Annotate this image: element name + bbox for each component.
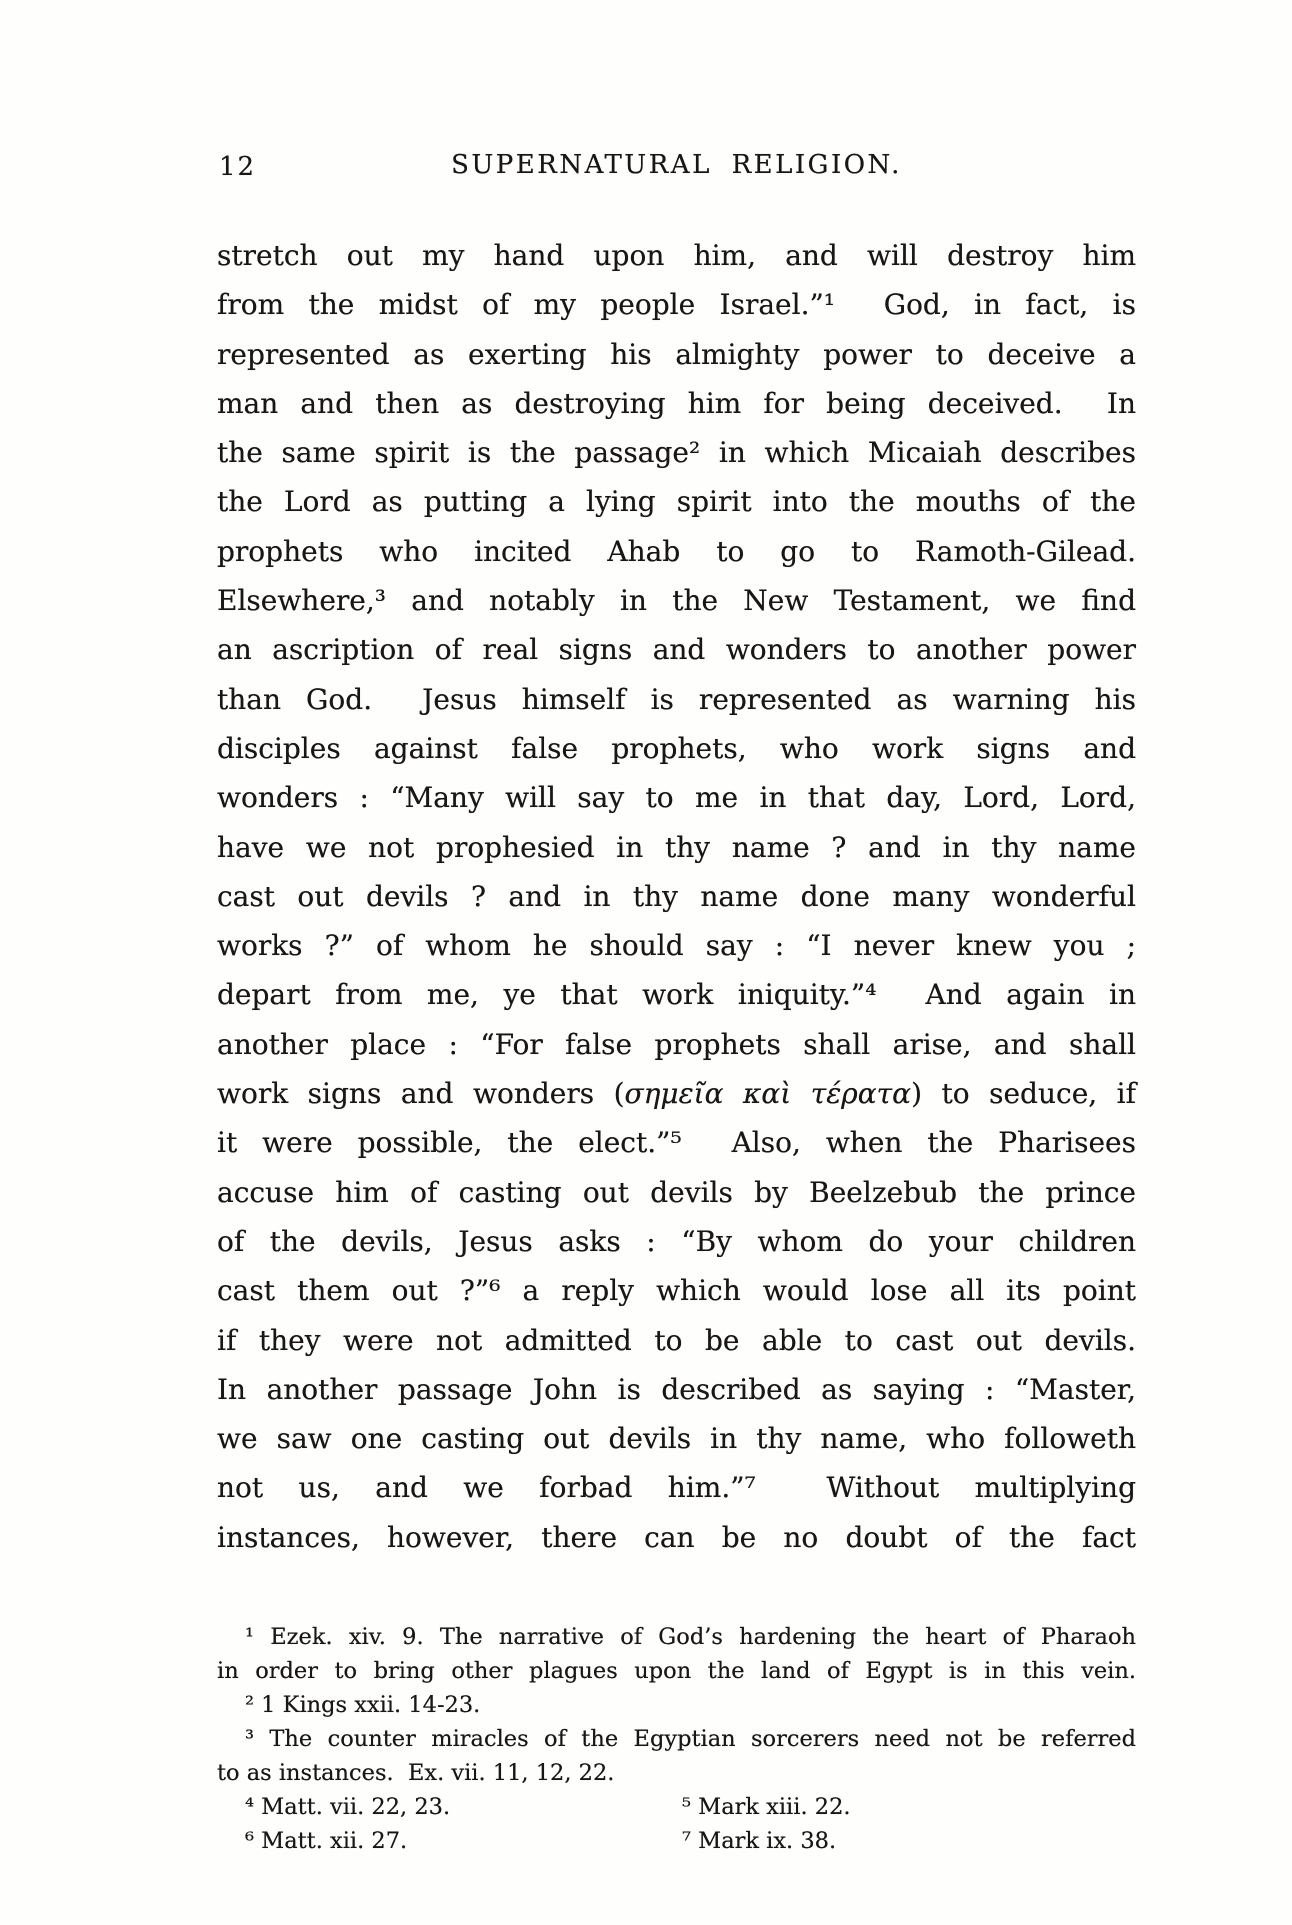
text-line: the Lord as putting a lying spirit into the mouths of the	[217, 485, 1136, 519]
footnote-line	[217, 1824, 1136, 1858]
text-line: instances, however, there can be no doubt of the fact	[217, 1520, 1136, 1554]
text-line: prophets who incited Ahab to go to Ramoth-Gilead.	[217, 534, 1136, 568]
greek-phrase: σημεῖα καὶ τέρατα	[624, 1077, 912, 1111]
footnote-right: ⁵ Mark xiii. 22.	[682, 1794, 851, 1820]
footnotes	[217, 1620, 1136, 1858]
text-line: represented as exerting his almighty power to deceive a	[217, 337, 1136, 371]
text-line: Elsewhere,³ and notably in the New Testament, we find	[217, 584, 1136, 618]
text-line: works ?” of whom he should say : “I never knew you ;	[217, 929, 1136, 963]
text-line: depart from me, ye that work iniquity.”⁴ And again in	[217, 978, 1136, 1012]
text-line: In another passage John is described as saying : “Master,	[217, 1372, 1136, 1406]
footnote-right: ⁷ Mark ix. 38.	[682, 1828, 837, 1854]
text-line: disciples against false prophets, who work signs and	[217, 731, 1136, 765]
text-line: from the midst of my people Israel.”¹ God, in fact, is	[217, 288, 1136, 322]
page-number: 12	[219, 152, 257, 182]
body-text	[217, 231, 1136, 1562]
footnote-line: ³ The counter miracles of the Egyptian sorcerers need not be referred	[245, 1726, 1136, 1752]
footnote-line: in order to bring other plagues upon the land of Egypt is in this vein.	[217, 1658, 1136, 1684]
footnote-line: to as instances. Ex. vii. 11, 12, 22.	[217, 1760, 615, 1786]
text-line: wonders : “Many will say to me in that day, Lord, Lord,	[217, 781, 1136, 815]
text-line: an ascription of real signs and wonders to another power	[217, 633, 1136, 667]
text-line: we saw one casting out devils in thy name, who followeth	[217, 1422, 1136, 1456]
text-line: the same spirit is the passage² in which Micaiah describes	[217, 436, 1136, 470]
text-line: if they were not admitted to be able to cast out devils.	[217, 1323, 1136, 1357]
text-line: cast them out ?”⁶ a reply which would lose all its point	[217, 1274, 1136, 1308]
footnote-line: ² 1 Kings xxii. 14-23.	[245, 1692, 481, 1718]
text-line: man and then as destroying him for being deceived. In	[217, 386, 1136, 420]
text-line: than God. Jesus himself is represented as warning his	[217, 682, 1136, 716]
footnote-left: ⁶ Matt. xii. 27.	[245, 1828, 408, 1854]
text-line: have we not prophesied in thy name ? and in thy name	[217, 830, 1136, 864]
footnote-line: ¹ Ezek. xiv. 9. The narrative of God’s hardening the heart of Pharaoh	[245, 1624, 1136, 1650]
text-line: cast out devils ? and in thy name done many wonderful	[217, 879, 1136, 913]
footnote-left: ⁴ Matt. vii. 22, 23.	[245, 1794, 451, 1820]
text-segment: work signs and wonders (	[217, 1077, 625, 1111]
footnote-line	[217, 1790, 1136, 1824]
text-line: not us, and we forbad him.”⁷ Without multiplying	[217, 1471, 1136, 1505]
text-line: another place : “For false prophets shall arise, and shall	[217, 1027, 1136, 1061]
text-segment: ) to seduce, if	[911, 1077, 1136, 1111]
text-line: of the devils, Jesus asks : “By whom do your children	[217, 1224, 1136, 1258]
text-line-with-greek	[217, 1069, 1136, 1118]
text-line: it were possible, the elect.”⁵ Also, when the Pharisees	[217, 1126, 1136, 1160]
running-title: SUPERNATURAL RELIGION.	[451, 150, 902, 180]
text-line: stretch out my hand upon him, and will destroy him	[217, 239, 1136, 272]
page-header	[217, 150, 1136, 190]
text-line: accuse him of casting out devils by Beelzebub the prince	[217, 1175, 1136, 1209]
